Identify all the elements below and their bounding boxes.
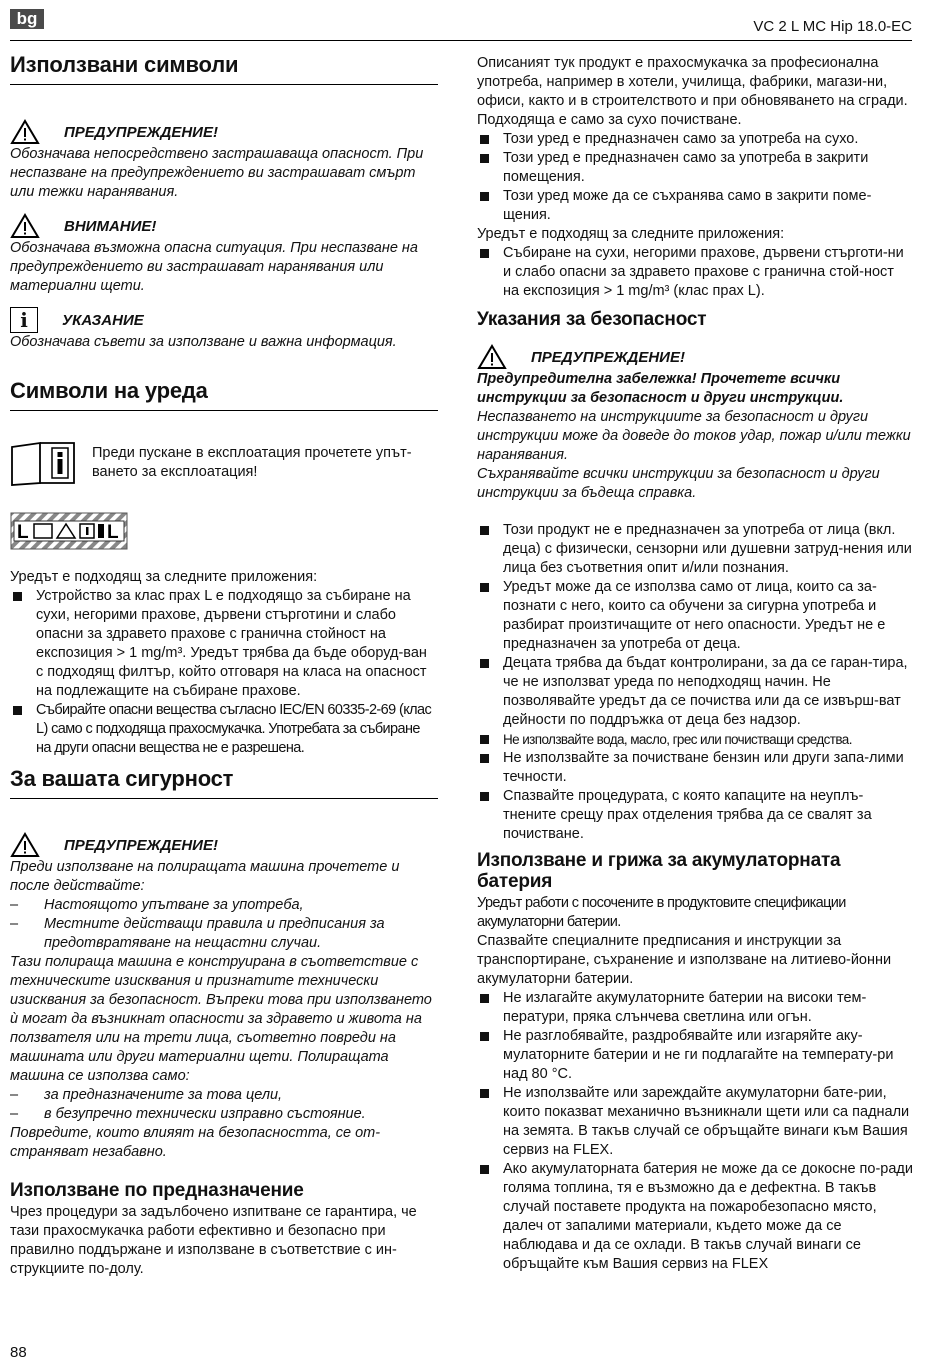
warning-label: ПРЕДУПРЕЖДЕНИЕ! <box>64 123 218 141</box>
list-item: Ако акумулаторната батерия не може да се докосне по-ради голяма топлина, тя е възможно да е дефектна. В такъв случай поставете продукта на пожаробезопасно място, далеч от запалими материали, където може да се наблюдава и да се охлади. В такъв случай винаги се обръщайте към Вашия сервиз на FLEX <box>477 1160 914 1274</box>
list-item: Не използвайте вода, масло, грес или почистващи средства. <box>477 730 914 749</box>
badge-letter-right: L <box>107 522 119 543</box>
safety-heading: За вашата сигурност <box>10 766 438 799</box>
list-item: Не използвайте за почистване бензин или други запа-лими течности. <box>477 749 914 787</box>
list-item: Събирайте опасни вещества съгласно IEC/EN 60335-2-69 (клас L) само с подходяща прахосмукачка. Употребата за събиране на други опасни вещества не е разрешена. <box>10 701 438 758</box>
list-item: – за предназначените за това цели, <box>10 1086 438 1105</box>
list-item: Този продукт не е предназначен за употреба от лица (вкл. деца) с физически, сензорни или душевни затруд-нения или лица без съответния опит и/или познания. <box>477 521 914 578</box>
list-item: Този уред е предназначен само за употреба на сухо. <box>477 130 914 149</box>
list-item: Децата трябва да бъдат контролирани, за да се гаран-тира, че не използват уреда по неподходящ начин. Не позволявайте уредът да се почиства или да се извърш-ват дейности по поддръжка от деца без надзор. <box>477 654 914 730</box>
list-item: Спазвайте процедурата, с която капаците на неуплъ-тнените срещу прах отделения трябва да се свалят за почистване. <box>477 787 914 844</box>
note-text: Обозначава съвети за използване и важна информация. <box>10 334 397 350</box>
apps-intro: Уредът е подходящ за следните приложения: <box>477 226 785 242</box>
battery-text-1: Уредът работи с посочените в продуктовите спецификации акумулаторни батерии. <box>477 895 846 930</box>
battery-heading: Използване и грижа за акумулаторната батерия <box>477 850 841 892</box>
intended-use-text: Чрез процедури за задълбочено изпитване се гарантира, че тази прахосмукачка работи ефективно и безопасно при правилно поддържане и използване в съответствие с ин-струкциите по-долу. <box>10 1204 417 1277</box>
list-item: – в безупречно технически изправно състояние. <box>10 1105 438 1124</box>
warning-triangle-icon <box>477 344 507 370</box>
intro-list <box>477 130 914 225</box>
note-label: УКАЗАНИЕ <box>62 311 144 329</box>
battery-list <box>477 989 914 1274</box>
right-warning-notice <box>477 344 914 503</box>
device-symbols-heading: Символи на уреда <box>10 378 438 411</box>
safety-dash-list-2 <box>10 1086 438 1124</box>
warning-triangle-icon <box>10 832 40 858</box>
safety-list <box>477 521 914 844</box>
apps-list <box>477 244 914 301</box>
list-item: – Местните действащи правила и предписания за предотвратяване на нещастни случаи. <box>10 915 438 953</box>
language-tag: bg <box>10 9 44 29</box>
manual-symbol-text: Преди пускане в експлоатация прочетете упът-ването за експлоатация! <box>92 445 412 480</box>
warning-notice <box>10 119 438 202</box>
model-name: VC 2 L MC Hip 18.0-EC <box>753 18 912 35</box>
caution-text: Обозначава възможна опасна ситуация. При неспазване на предупреждението ви застрашават наранявания или материални щети. <box>10 240 418 294</box>
list-item: Този уред е предназначен само за употреба в закрити помещения. <box>477 149 914 187</box>
list-item: Този уред може да се съхранява само в закрити поме-щения. <box>477 187 914 225</box>
safety-instructions-heading: Указания за безопасност <box>477 309 707 330</box>
safety-intro: Преди използване на полиращата машина прочетете и после действайте: <box>10 859 400 894</box>
warning-bold-text: Предупредителна забележка! Прочетете всички инструкции за безопасност и други инструкции. <box>477 371 844 406</box>
manual-symbol-row <box>10 441 438 487</box>
page-number: 88 <box>10 1344 27 1361</box>
warning-triangle-icon <box>10 119 40 145</box>
dust-class-l-badge-icon <box>10 512 128 550</box>
list-item: Устройство за клас прах L е подходящо за събиране на сухи, негорими прахове, дървени стърготини и слабо опасни за здравето прахове с гранична стойност на експозиция > 1 mg/m³. Уредът трябва да бъде оборуд-ван с подходящ филтър, който отговаря на класа на опасност на подлежащите на събиране прахове. <box>10 587 438 701</box>
intended-use-heading: Използване по предназначение <box>10 1180 304 1201</box>
caution-label: ВНИМАНИЕ! <box>64 217 157 235</box>
right-column <box>477 54 914 1274</box>
right-warning-label: ПРЕДУПРЕЖДЕНИЕ! <box>531 348 685 366</box>
caution-triangle-icon <box>10 213 40 239</box>
safety-warning-notice <box>10 832 438 1162</box>
manual-book-icon <box>10 441 76 487</box>
caution-notice <box>10 213 438 296</box>
battery-text-2: Спазвайте специалните предписания и инструкции за транспортиране, съхранение и използване на литиево-йонни акумулаторни батерии. <box>477 933 892 987</box>
safety-end: Повредите, които влияят на безопасността, се от-страняват незабавно. <box>10 1125 381 1160</box>
suitable-intro: Уредът е подходящ за следните приложения: <box>10 569 318 585</box>
safety-dash-list <box>10 896 438 953</box>
warning-text: Обозначава непосредствено застрашаваща опасност. При неспазване на предупреждението ви застрашават смърт или тежки наранявания. <box>10 146 424 200</box>
list-item: Не излагайте акумулаторните батерии на високи тем-ператури, пряка слънчева светлина или огън. <box>477 989 914 1027</box>
safety-body: Тази полираща машина е конструирана в съответствие с техническите изисквания и признатите технически изисквания за безопасност. Въпреки това при използването ѝ могат да възникнат опасности за здравето и живота на ползвателя или на трети лица, съответно повреди на машината или други материални щети. Полиращата машина се използва само: <box>10 954 432 1084</box>
left-column <box>10 52 438 1279</box>
list-item: Събиране на сухи, негорими прахове, дървени стърготи-ни и слабо опасни за здравето прахове с гранична стой-ност на експозиция > 1 mg/m³ (клас прах L). <box>477 244 914 301</box>
suitable-list <box>10 587 438 758</box>
safety-warning-label: ПРЕДУПРЕЖДЕНИЕ! <box>64 836 218 854</box>
list-item: Не разглобявайте, раздробявайте или изгаряйте аку-мулаторните батерии и не ги подлагайте на температу-ри над 80 °C. <box>477 1027 914 1084</box>
header-rule <box>10 40 912 41</box>
list-item: Уредът може да се използва само от лица, които са за-познати с него, които са обучени за сигурна употреба и разбират произтичащите от него опасности. Уредът не е предназначен за употреба от деца. <box>477 578 914 654</box>
list-item: – Настоящото упътване за употреба, <box>10 896 438 915</box>
warning-text-1: Неспазването на инструкциите за безопасност и други инструкции може да доведе до токов удар, пожар и/или тежки наранявания. <box>477 409 911 463</box>
product-intro: Описаният тук продукт е прахосмукачка за професионална употреба, например в хотели, училища, фабрики, магази-ни, офиси, както и в строителството и при обновяването на сгради. Подходяща е само за сухо почистване. <box>477 55 908 128</box>
badge-letter-left: L <box>17 522 29 543</box>
list-item: Не използвайте или зареждайте акумулаторни бате-рии, които показват механично възникнали щети или са паднали на земята. В такъв случай се обръщайте винаги към Вашия сервиз на FLEX. <box>477 1084 914 1160</box>
warning-text-2: Съхранявайте всички инструкции за безопасност и други инструкции за бъдеща справка. <box>477 466 880 501</box>
symbols-heading: Използвани символи <box>10 52 438 85</box>
info-icon: i <box>10 307 38 333</box>
note-notice <box>10 307 438 352</box>
